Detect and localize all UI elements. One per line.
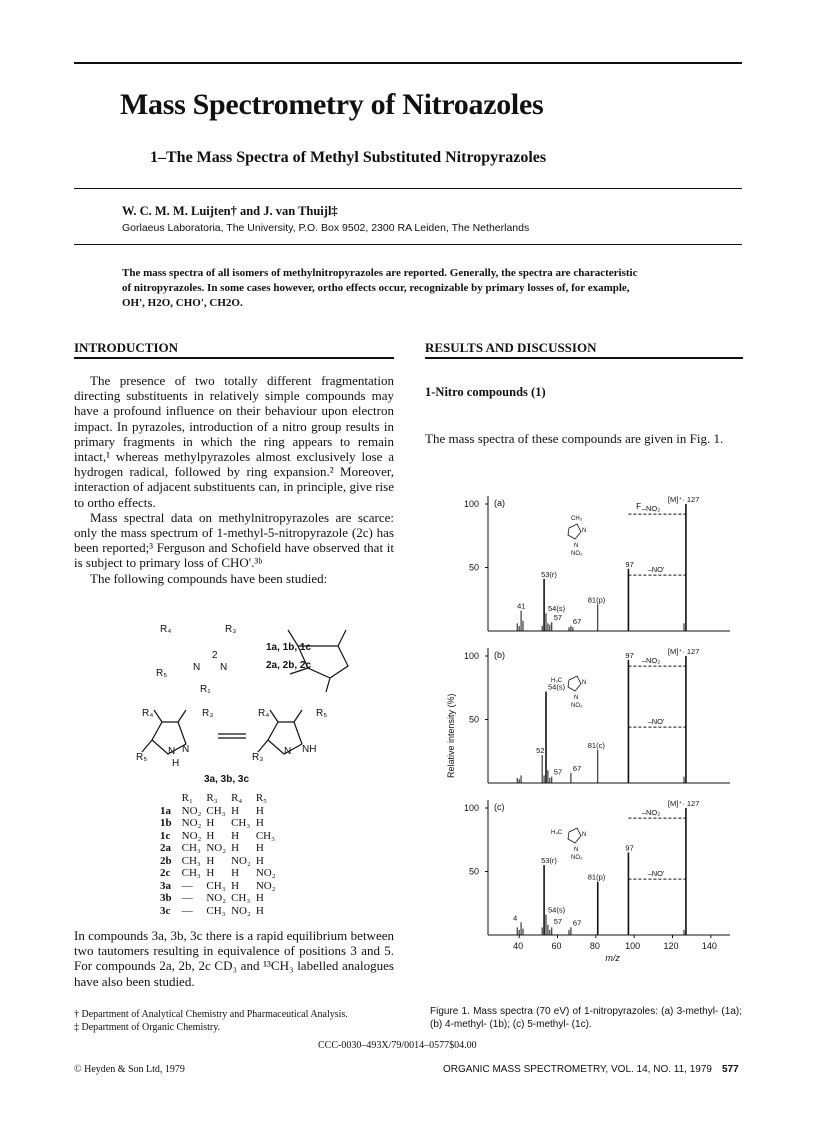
label-n: N	[168, 746, 176, 757]
table-cell: H	[255, 854, 264, 867]
paragraph: The following compounds have been studied:	[90, 570, 328, 586]
article-code: CCC-0030–493X/79/0014–0577$04.00	[318, 1040, 477, 1051]
table-cell: CH₃	[181, 842, 201, 854]
table-cell: CH₃	[181, 854, 201, 867]
y-tick-label: 50	[469, 562, 480, 573]
table-header-row	[160, 792, 281, 805]
table-cell: CH₃	[206, 904, 226, 917]
structure-label: N	[582, 832, 587, 838]
label-r3: R₃	[225, 624, 237, 635]
abstract-line: OH', H2O, CHO', CH2O.	[122, 297, 243, 309]
loss-label: –NO₂	[641, 808, 661, 818]
substituent-bond	[294, 710, 302, 722]
structure-label: N	[574, 695, 579, 701]
abstract-line: of nitropyrazoles. In some cases however, ortho effects occur, recognizable by primary losses of, for example,	[122, 282, 630, 294]
peak-label: 41	[517, 601, 526, 611]
label-r5: R₅	[136, 752, 148, 763]
table-cell: NO₂	[181, 804, 202, 817]
table-cell: —	[181, 879, 193, 892]
peak-label: 53(r)	[541, 569, 557, 579]
table-cell: NO₂	[181, 817, 202, 829]
structure-label: CH₃	[571, 516, 583, 522]
loss-label: –NO₂	[641, 656, 661, 666]
label-r4: R₄	[258, 708, 270, 719]
introduction-heading: INTRODUCTION	[74, 340, 179, 355]
label-r3: R₃	[252, 752, 264, 763]
table-row	[160, 805, 281, 818]
peak-label: 57	[553, 767, 563, 777]
group-2-label: 2a, 2b, 2c	[266, 660, 312, 671]
group-3-label: 3a, 3b, 3c	[204, 774, 250, 785]
substituent-bond	[154, 710, 162, 722]
abstract-line: The mass spectra of all isomers of methylnitropyrazoles are reported. Generally, the spectra are characteristic	[122, 267, 638, 279]
table-cell: NO₂	[206, 842, 227, 854]
x-tick-label: 120	[663, 941, 679, 951]
structure-label: H₃C	[551, 830, 563, 836]
peak-label: 81(c)	[587, 740, 605, 750]
label-r5: R₅	[156, 668, 168, 679]
label-n2: N	[220, 662, 228, 673]
label-r4: R₄	[142, 708, 154, 719]
peak-label: 81(p)	[587, 872, 606, 882]
table-row	[160, 855, 281, 868]
substituent-bond	[178, 710, 186, 722]
table-cell: 2a	[160, 842, 171, 854]
peak-label: 57	[553, 917, 563, 927]
table-cell: H	[255, 804, 264, 817]
table-cell: NO₂	[231, 904, 251, 917]
peak-label: 67	[572, 763, 582, 773]
table-header: R₄	[231, 792, 243, 804]
table-cell: H	[206, 867, 215, 879]
table-cell: H	[206, 829, 215, 842]
group-1-label: 1a, 1b, 1c	[266, 642, 312, 653]
table-cell: 3a	[160, 879, 171, 892]
peak-marker: F	[636, 502, 641, 512]
table-row	[160, 905, 281, 918]
label-r5: R₅	[316, 708, 328, 719]
structure-label: N	[582, 680, 587, 686]
table-cell: 1a	[160, 804, 171, 817]
label-n1: N	[193, 662, 201, 673]
affiliation-rule	[74, 244, 742, 245]
table-cell: NO₂	[231, 854, 251, 867]
substituent-bond	[338, 630, 346, 646]
peak-label: 52	[536, 746, 545, 756]
peak-label: 81(p)	[587, 595, 606, 605]
table-cell: H	[231, 842, 240, 854]
table-cell: CH₃	[206, 879, 226, 892]
table-cell: CH₃	[231, 892, 251, 904]
substituent-bond	[258, 740, 268, 752]
label-n: N	[182, 744, 190, 755]
results-subheading: 1-Nitro compounds (1)	[425, 385, 546, 399]
table-cell: H	[255, 817, 264, 829]
peak-label: 53(r)	[541, 856, 557, 866]
table-cell: H	[231, 804, 240, 817]
table-header: R₃	[206, 792, 218, 804]
panel-label: (a)	[494, 498, 505, 508]
table-cell: 1c	[160, 829, 171, 842]
introduction-closing: In compounds 3a, 3b, 3c there is a rapid equilibrium between two tautomers resulting in equivalence of positions 3 and 5. For compounds 2a, 2b, 2c CD₃ and ¹³CH₃ labelled analogues have also been studied.	[74, 928, 394, 989]
pyrazole-ring-icon	[568, 524, 581, 539]
table-cell: H	[255, 904, 264, 917]
loss-label: –NO₂	[641, 504, 661, 514]
results-rule	[425, 357, 743, 359]
loss-label: –NO'	[647, 869, 665, 879]
structure-label: N	[574, 847, 579, 853]
footnote: † Department of Analytical Chemistry and Pharmaceutical Analysis.	[74, 1009, 348, 1020]
article-title: Mass Spectrometry of Nitroazoles	[120, 88, 544, 121]
x-tick-label: 60	[551, 941, 562, 951]
peak-label: 54(s)	[548, 604, 566, 614]
table-cell: 2c	[160, 867, 171, 879]
peak-label: 67	[572, 616, 582, 626]
substituent-bond	[326, 678, 330, 692]
paragraph: Mass spectral data on methylnitropyrazoles are scarce: only the mass spectrum of 1-methyl-5-nitropyrazole (2c) has been reported;³ Ferguson and Schofield have observed that it is subject to primary loss of CHO'.³ᵇ	[74, 509, 394, 571]
loss-label: –NO'	[647, 565, 665, 575]
peak-label: 54(s)	[548, 905, 566, 915]
peak-label: 4	[513, 913, 518, 923]
structure-label: N	[582, 528, 587, 534]
table-row	[160, 830, 281, 843]
affiliation: Gorlaeus Laboratoria, The University, P.O. Box 9502, 2300 RA Leiden, The Netherlands	[122, 222, 530, 234]
page-number: 577	[722, 1064, 739, 1075]
loss-label: –NO'	[647, 717, 665, 727]
table-cell: 3b	[160, 892, 172, 904]
peak-label: 97	[625, 843, 634, 853]
table-cell: NO₂	[255, 879, 276, 892]
table-cell: H	[255, 892, 264, 904]
table-cell: H	[206, 817, 215, 829]
table-cell: 3c	[160, 904, 171, 917]
table-cell: H	[231, 879, 240, 892]
table-cell: CH₃	[206, 804, 226, 817]
x-tick-label: 40	[513, 941, 524, 951]
article-subtitle: 1–The Mass Spectra of Methyl Substituted Nitropyrazoles	[150, 149, 547, 166]
table-cell: 1b	[160, 817, 172, 829]
table-cell: H	[231, 867, 240, 879]
table-cell: —	[181, 904, 193, 917]
panel-label: (b)	[494, 650, 505, 660]
y-tick-label: 100	[464, 499, 480, 509]
label-n: N	[284, 746, 292, 757]
table-header: R₅	[255, 792, 267, 804]
x-tick-label: 80	[589, 941, 600, 951]
table-cell: CH₃	[255, 829, 275, 842]
table-cell: H	[255, 842, 264, 854]
pyrazole-ring-icon	[568, 676, 581, 691]
table-cell: CH₃	[231, 817, 251, 829]
peak-label: 67	[572, 918, 582, 928]
y-tick-label: 100	[464, 651, 480, 661]
table-header: R₁	[181, 792, 193, 804]
results-heading: RESULTS AND DISCUSSION	[425, 340, 597, 355]
structure-label: N	[574, 543, 579, 549]
substituent-table	[160, 792, 281, 917]
x-tick-label: 100	[625, 941, 641, 951]
paragraph: The presence of two totally different fragmentation directing substituents in relatively simple compounds may have a profound influence on their behaviour upon electron impact. In pyrazoles, introduction of a nitro group results in primary fragments in which the ring appears to remain intact,¹ whereas methylpyrazoles almost exclusively lose a hydrogen radical, followed by ring expansion.² Moreover, interaction of adjacent substituents can, in principle, give rise to ortho effects.	[74, 373, 394, 510]
peak-label: [M]⁺· 127	[667, 799, 700, 808]
table-header	[160, 792, 182, 805]
structure-label: NO₂	[571, 855, 583, 861]
y-tick-label: 50	[469, 866, 480, 877]
table-cell: NO₂	[255, 867, 276, 879]
table-cell: NO₂	[206, 892, 227, 904]
label-r4: R₄	[160, 624, 172, 635]
structure-scheme	[120, 610, 380, 790]
y-axis-label: Relative intensity (%)	[446, 693, 456, 778]
journal-info: ORGANIC MASS SPECTROMETRY, VOL. 14, NO. 11, 1979	[443, 1064, 712, 1075]
results-text: The mass spectra of these compounds are given in Fig. 1.	[425, 431, 724, 446]
copyright: © Heyden & Son Ltd, 1979	[74, 1064, 185, 1075]
structure-label: NO₂	[571, 551, 583, 557]
table-cell: CH₃	[181, 867, 201, 879]
y-tick-label: 100	[464, 803, 480, 813]
introduction-rule	[74, 357, 394, 359]
substituent-bond	[142, 740, 152, 752]
structure-label: NO₂	[571, 703, 583, 709]
panel-label: (c)	[494, 802, 505, 812]
table-row	[160, 892, 281, 905]
table-row	[160, 817, 281, 830]
label-pos2: 2	[212, 650, 218, 661]
table-cell: H	[206, 854, 215, 867]
peak-label: 97	[625, 559, 634, 569]
peak-label: [M]⁺· 127	[667, 647, 700, 656]
peak-label: 97	[625, 650, 634, 660]
table-row	[160, 867, 281, 880]
y-tick-label: 50	[469, 714, 480, 725]
substituent-bond	[270, 710, 278, 722]
figure-caption: Figure 1. Mass spectra (70 eV) of 1-nitropyrazoles: (a) 3-methyl- (1a); (b) 4-methyl- (1b); (c) 5-methyl- (1c).	[430, 1006, 742, 1030]
table-cell: NO₂	[181, 829, 202, 842]
table-row	[160, 880, 281, 893]
peak-label: 57	[553, 613, 563, 623]
top-rule	[74, 62, 742, 64]
x-tick-label: 140	[701, 941, 717, 951]
peak-label: 54(s)	[548, 682, 566, 692]
title-rule	[74, 188, 742, 189]
label-r1: R₁	[200, 684, 211, 695]
abstract	[122, 266, 722, 311]
label-h: H	[172, 758, 180, 769]
x-axis-label: m/z	[605, 953, 620, 963]
authors: W. C. M. M. Luijten† and J. van Thuijl‡	[122, 204, 338, 218]
table-cell: H	[231, 829, 240, 842]
footnote: ‡ Department of Organic Chemistry.	[74, 1022, 221, 1033]
label-nh: NH	[302, 744, 317, 755]
table-cell: 2b	[160, 854, 172, 867]
peak-label: [M]⁺· 127	[667, 495, 700, 504]
table-cell: —	[181, 892, 193, 904]
mass-spectra-figure	[440, 478, 740, 978]
structure-label: H₃C	[551, 678, 563, 684]
pyrazole-ring-icon	[568, 828, 581, 843]
table-row	[160, 842, 281, 855]
label-r3: R₃	[202, 708, 214, 719]
footnotes	[74, 1008, 404, 1034]
introduction-body	[74, 373, 394, 586]
